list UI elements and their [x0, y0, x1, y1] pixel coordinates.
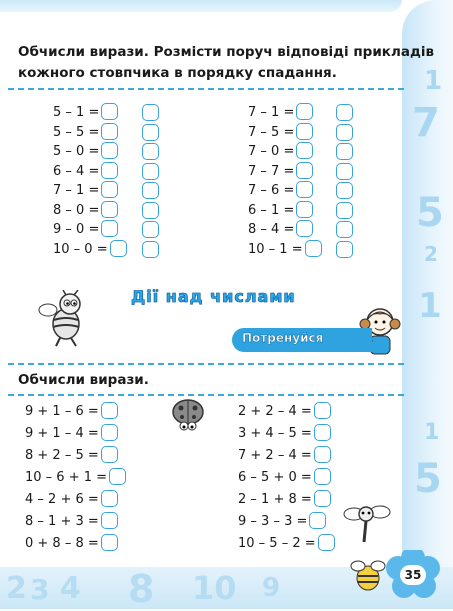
expression-text: 6 – 4 = [53, 163, 100, 179]
expression-row [248, 162, 313, 179]
expression-row [238, 512, 326, 529]
expression-row [53, 181, 118, 198]
expression-row [248, 142, 313, 159]
expression-row [238, 424, 331, 441]
expression-row [238, 534, 335, 551]
expression-text: 2 – 1 + 8 = [238, 492, 312, 507]
side-decor-strip: 1 7 5 2 1 1 5 [402, 0, 453, 609]
answer-box[interactable] [305, 240, 322, 257]
answer-box[interactable] [296, 142, 313, 159]
expression-text: 5 – 1 = [53, 105, 100, 120]
order-answer-box[interactable] [142, 104, 159, 121]
expression-text: 7 – 1 = [53, 183, 100, 198]
order-answer-box[interactable] [142, 221, 159, 238]
expression-text: 2 + 2 – 4 = [238, 404, 312, 419]
answer-box[interactable] [101, 424, 118, 441]
expression-row [53, 162, 118, 179]
expression-text: 7 – 1 = [248, 105, 295, 120]
bee-illustration [36, 290, 94, 348]
expression-text: 8 – 1 + 3 = [25, 514, 99, 529]
expression-row [53, 220, 118, 237]
expression-text: 10 – 0 = [53, 241, 108, 257]
expression-row [248, 240, 322, 257]
answer-box[interactable] [101, 220, 118, 237]
order-answer-box[interactable] [336, 124, 353, 141]
answer-box[interactable] [296, 162, 313, 179]
expression-text: 5 – 5 = [53, 124, 100, 140]
answer-box[interactable] [296, 181, 313, 198]
expression-row [53, 103, 118, 120]
order-answer-box[interactable] [336, 163, 353, 180]
expression-row [53, 201, 118, 218]
expression-text: 8 – 4 = [248, 222, 295, 237]
order-answer-box[interactable] [336, 241, 353, 258]
order-answer-box[interactable] [142, 143, 159, 160]
expression-text: 9 + 1 – 4 = [25, 426, 99, 441]
dragonfly-illustration [342, 500, 392, 544]
expression-text: 7 – 5 = [248, 124, 295, 140]
divider-top [8, 88, 404, 90]
answer-box[interactable] [110, 240, 127, 257]
small-bee-illustration [348, 554, 388, 594]
expression-text: 9 + 1 – 6 = [25, 404, 99, 419]
expression-row [248, 123, 313, 140]
order-answer-box[interactable] [336, 202, 353, 219]
expression-text: 8 – 0 = [53, 202, 100, 218]
answer-box[interactable] [101, 490, 118, 507]
task1-instruction-line2: кожного стовпчика в порядку спадання. [18, 65, 337, 81]
expression-row [238, 490, 331, 507]
answer-box[interactable] [101, 162, 118, 179]
expression-text: 7 + 2 – 4 = [238, 448, 312, 463]
answer-box[interactable] [101, 201, 118, 218]
expression-row [238, 446, 331, 463]
answer-box[interactable] [314, 446, 331, 463]
section-title: Дії над числами [131, 287, 296, 306]
order-answer-box[interactable] [336, 104, 353, 121]
answer-box[interactable] [296, 123, 313, 140]
expression-text: 0 + 8 – 8 = [25, 536, 99, 551]
expression-row [238, 402, 331, 419]
expression-text: 7 – 6 = [248, 183, 295, 198]
order-answer-box[interactable] [142, 163, 159, 180]
order-answer-box[interactable] [142, 241, 159, 258]
banner-label: Потренуйся [242, 331, 324, 345]
expression-text: 10 – 5 – 2 = [238, 536, 316, 551]
expression-text: 6 – 5 + 0 = [238, 470, 312, 485]
answer-box[interactable] [101, 534, 118, 551]
expression-row [248, 103, 313, 120]
answer-box[interactable] [314, 490, 331, 507]
answer-box[interactable] [309, 512, 326, 529]
order-answer-box[interactable] [336, 182, 353, 199]
expression-text: 4 – 2 + 6 = [25, 492, 99, 507]
bottom-decor-strip: 2 3 4 8 10 9 [0, 567, 453, 609]
expression-row [25, 402, 118, 419]
expression-text: 7 – 0 = [248, 144, 295, 159]
top-decor-bar [0, 0, 402, 12]
expression-row [25, 512, 118, 529]
expression-text: 10 – 1 = [248, 241, 303, 257]
answer-box[interactable] [296, 201, 313, 218]
answer-box[interactable] [296, 220, 313, 237]
task2-instruction: Обчисли вирази. [18, 372, 149, 388]
expression-text: 7 – 7 = [248, 163, 295, 179]
expression-text: 9 – 0 = [53, 222, 100, 237]
expression-row [53, 240, 127, 257]
expression-text: 6 – 1 = [248, 202, 295, 218]
expression-row [25, 446, 118, 463]
task1-instruction-line1: Обчисли вирази. Розмісти поруч відповіді прикладів [18, 44, 435, 60]
expression-text: 5 – 0 = [53, 144, 100, 159]
expression-text: 10 – 6 + 1 = [25, 470, 108, 485]
order-answer-box[interactable] [336, 221, 353, 238]
order-answer-box[interactable] [142, 182, 159, 199]
expression-text: 3 + 4 – 5 = [238, 426, 312, 441]
answer-box[interactable] [314, 402, 331, 419]
order-answer-box[interactable] [142, 124, 159, 141]
expression-row [248, 220, 313, 237]
practice-banner [232, 328, 372, 352]
answer-box[interactable] [101, 181, 118, 198]
answer-box[interactable] [101, 512, 118, 529]
expression-row [25, 490, 118, 507]
ladybug-illustration [166, 392, 210, 436]
answer-box[interactable] [101, 446, 118, 463]
answer-box[interactable] [101, 142, 118, 159]
answer-box[interactable] [314, 424, 331, 441]
order-answer-box[interactable] [336, 143, 353, 160]
expression-row [53, 142, 118, 159]
answer-box[interactable] [314, 468, 331, 485]
answer-box[interactable] [296, 103, 313, 120]
expression-row [248, 201, 313, 218]
answer-box[interactable] [101, 123, 118, 140]
expression-row [238, 468, 331, 485]
answer-box[interactable] [101, 103, 118, 120]
page-number: 35 [400, 565, 426, 585]
order-answer-box[interactable] [142, 202, 159, 219]
expression-row [25, 534, 118, 551]
divider-middle [8, 363, 404, 365]
expression-text: 8 + 2 – 5 = [25, 448, 99, 463]
expression-row [248, 181, 313, 198]
answer-box[interactable] [318, 534, 335, 551]
expression-text: 9 – 3 – 3 = [238, 514, 308, 529]
expression-row [25, 424, 118, 441]
answer-box[interactable] [109, 468, 126, 485]
expression-row [53, 123, 118, 140]
expression-row [25, 468, 126, 485]
answer-box[interactable] [101, 402, 118, 419]
